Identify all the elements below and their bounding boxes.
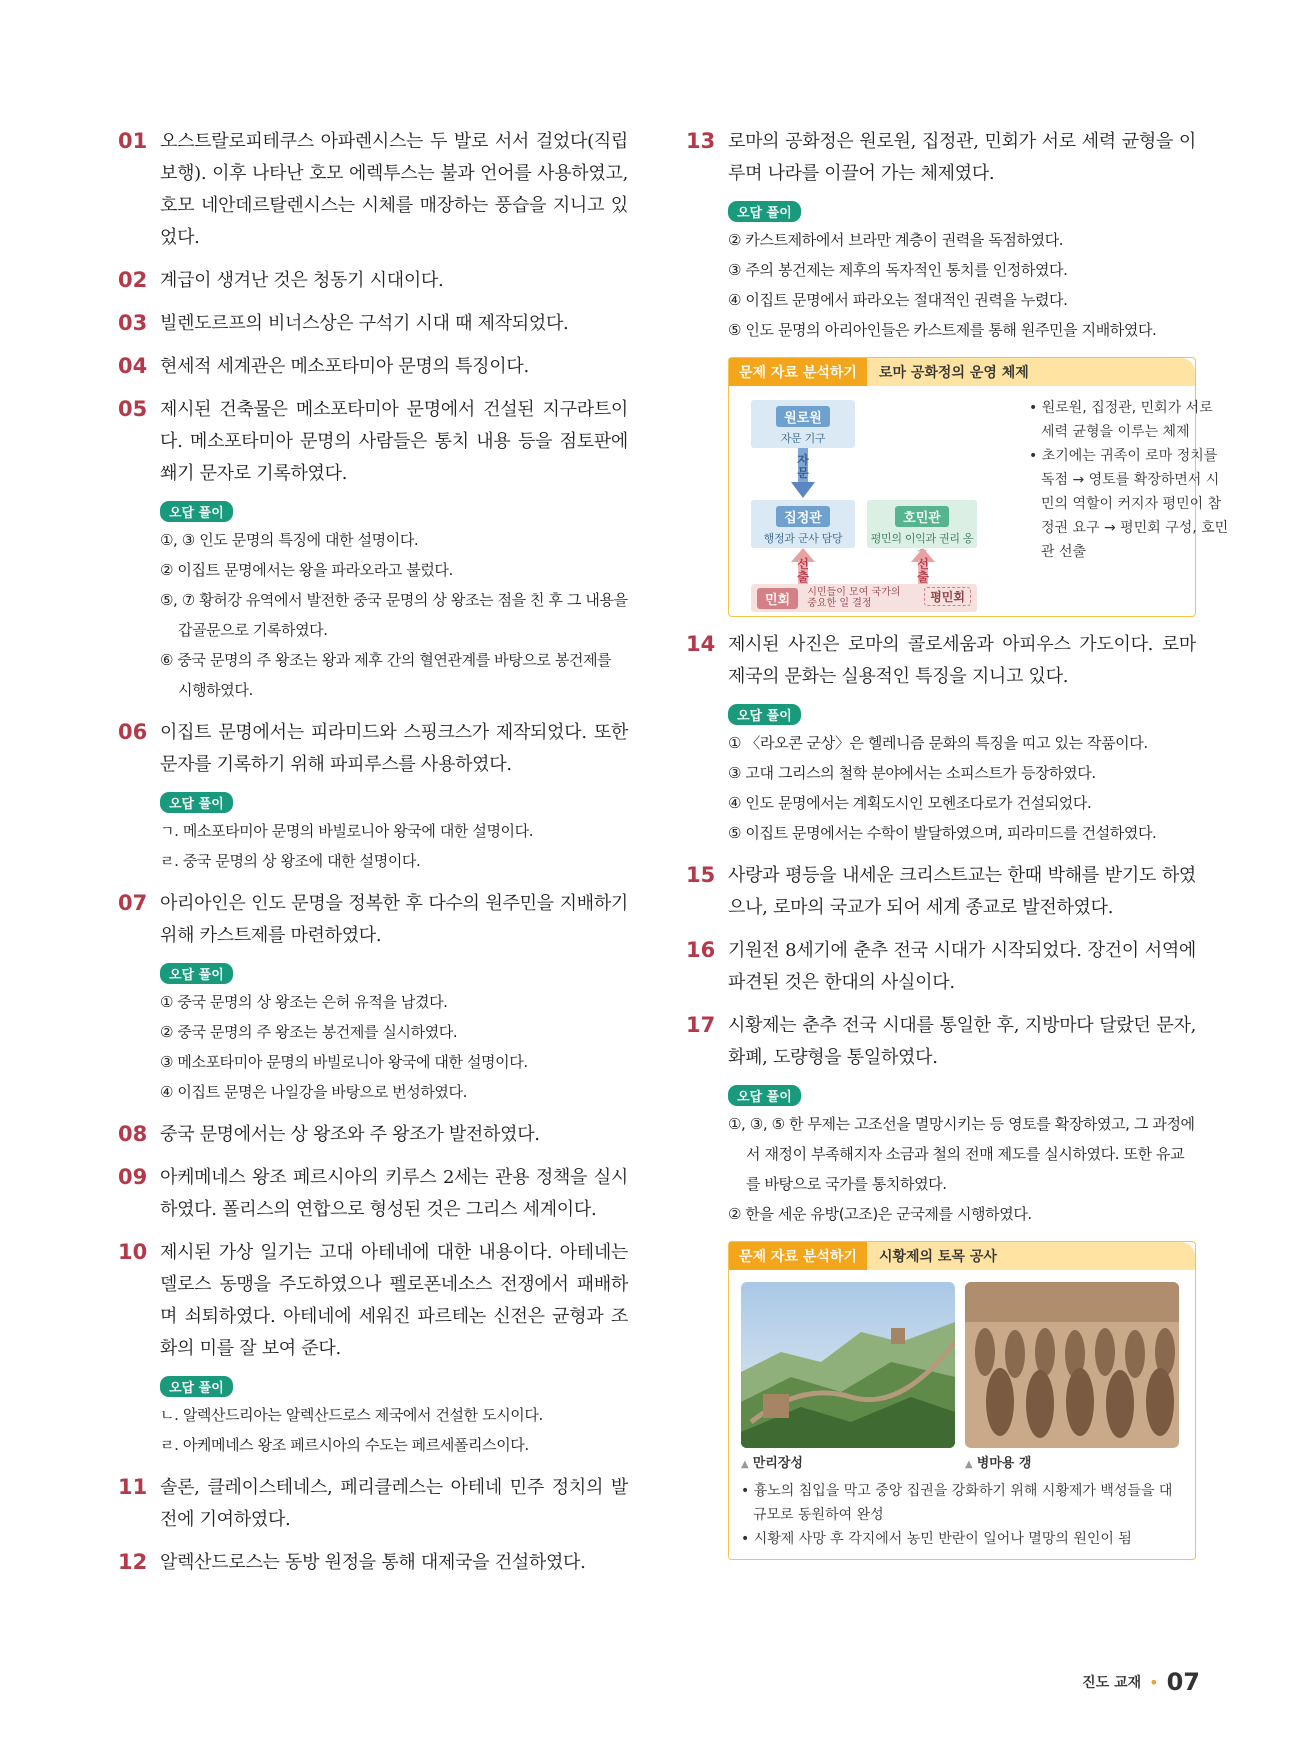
answer-10 [118, 1237, 628, 1365]
consul-label: 집정관 [776, 506, 830, 527]
wrong-badge: 오답 풀이 [728, 1085, 801, 1106]
wrong-answers-07 [118, 963, 628, 1107]
answer-number: 04 [118, 354, 148, 378]
qin-note: • 시황제 사망 후 각지에서 농민 반란이 일어나 멸망의 원인이 됨 [741, 1531, 1132, 1547]
wrong-item: ③ 고대 그리스의 철학 분야에서는 소피스트가 등장하였다. [728, 764, 1096, 782]
terracotta-army-photo [965, 1282, 1179, 1448]
page-footer [1082, 1668, 1200, 1696]
senate-sub: 자문 기구 [780, 432, 826, 445]
wrong-item: ⑥ 중국 문명의 주 왕조는 왕과 제후 간의 혈연관계를 바탕으로 봉건제를 시행하였다. [160, 651, 612, 699]
answer-number: 12 [118, 1550, 148, 1574]
dot-icon: • [1149, 1672, 1159, 1692]
answer-text: 빌렌도르프의 비너스상은 구석기 시대 때 제작되었다. [160, 313, 569, 334]
rome-analysis-box [728, 357, 1229, 617]
answer-03 [118, 308, 628, 340]
answer-number: 17 [686, 1013, 716, 1037]
senate-label: 원로원 [776, 406, 830, 427]
wrong-badge: 오답 풀이 [160, 1376, 233, 1397]
analysis-header [729, 1242, 1195, 1270]
answer-number: 16 [686, 938, 716, 962]
great-wall-photo [741, 1282, 955, 1448]
answer-12 [118, 1547, 628, 1579]
plebs-label: 평민회 [924, 587, 971, 606]
wrong-answers-13 [686, 201, 1196, 345]
wrong-badge: 오답 풀이 [160, 963, 233, 984]
wrong-item: ① 중국 문명의 상 왕조는 은허 유적을 남겼다. [160, 993, 448, 1011]
answer-number: 11 [118, 1475, 148, 1499]
wrong-badge: 오답 풀이 [728, 704, 801, 725]
answer-number: 02 [118, 268, 148, 292]
answer-number: 01 [118, 129, 148, 153]
answer-17 [686, 1010, 1196, 1074]
answer-09 [118, 1162, 628, 1226]
answer-13 [686, 126, 1196, 190]
answer-06 [118, 717, 628, 781]
answer-02 [118, 265, 628, 297]
rome-diagram [729, 386, 1229, 616]
answer-number: 07 [118, 891, 148, 915]
analysis-tag: 문제 자료 분석하기 [729, 358, 867, 386]
wrong-item: ① 〈라오콘 군상〉은 헬레니즘 문화의 특징을 띠고 있는 작품이다. [728, 734, 1148, 752]
rome-notes [1029, 396, 1229, 564]
wrong-item: ㄹ. 아케메네스 왕조 페르시아의 수도는 페르세폴리스이다. [160, 1436, 529, 1454]
answer-15 [686, 860, 1196, 924]
wrong-item: ③ 주의 봉건제는 제후의 독자적인 통치를 인정하였다. [728, 261, 1068, 279]
answer-number: 13 [686, 129, 716, 153]
elect-label: 선출 [797, 557, 809, 584]
qin-note: • 흉노의 침입을 막고 중앙 집권을 강화하기 위해 시황제가 백성들을 대규모로 동원하여 완성 [741, 1483, 1173, 1523]
wrong-item: ㄱ. 메소포타미아 문명의 바빌로니아 왕국에 대한 설명이다. [160, 822, 534, 840]
answer-number: 10 [118, 1240, 148, 1264]
senate-box [751, 400, 855, 448]
consul-box [751, 500, 855, 548]
wrong-item: ② 한을 세운 유방(고조)은 군국제를 시행하였다. [728, 1205, 1032, 1223]
rome-note: • 초기에는 귀족이 로마 정치를 독점 → 영토를 확장하면서 시민의 역할이 커지자 평민이 참정권 요구 → 평민회 구성, 호민관 선출 [1029, 448, 1229, 560]
answer-number: 08 [118, 1122, 148, 1146]
photo-row [729, 1270, 1195, 1448]
qin-notes [729, 1471, 1195, 1559]
answer-14 [686, 629, 1196, 693]
left-column [118, 126, 628, 1590]
wrong-item: ② 이집트 문명에서는 왕을 파라오라고 불렀다. [160, 561, 453, 579]
wrong-item: ② 중국 문명의 주 왕조는 봉건제를 실시하였다. [160, 1023, 458, 1041]
answer-number: 09 [118, 1165, 148, 1189]
answer-text: 아케메네스 왕조 페르시아의 키루스 2세는 관용 정책을 실시하였다. 폴리스의 연합으로 형성된 것은 그리스 세계이다. [160, 1167, 628, 1220]
answer-05 [118, 394, 628, 490]
photo-captions [729, 1448, 1195, 1471]
answer-text: 제시된 건축물은 메소포타미아 문명에서 건설된 지구라트이다. 메소포타미아 문명의 사람들은 통치 내용 등을 점토판에 쐐기 문자로 기록하였다. [160, 399, 628, 484]
answer-text: 로마의 공화정은 원로원, 집정관, 민회가 서로 세력 균형을 이루며 나라를 이끌어 가는 체제였다. [728, 131, 1196, 184]
caption-great-wall: ▲ 만리장성 [741, 1456, 803, 1471]
analysis-tag: 문제 자료 분석하기 [729, 1242, 867, 1270]
answer-text: 시황제는 춘추 전국 시대를 통일한 후, 지방마다 달랐던 문자, 화폐, 도량형을 통일하였다. [728, 1015, 1196, 1068]
wrong-item: ④ 이집트 문명은 나일강을 바탕으로 번성하였다. [160, 1083, 467, 1101]
answer-text: 아리아인은 인도 문명을 정복한 후 다수의 원주민을 지배하기 위해 카스트제를 마련하였다. [160, 893, 628, 946]
page-number: 07 [1166, 1668, 1200, 1696]
triangle-icon: ▲ [741, 1459, 749, 1470]
answer-11 [118, 1472, 628, 1536]
answer-text: 중국 문명에서는 상 왕조와 주 왕조가 발전하였다. [160, 1124, 540, 1145]
wrong-answers-06 [118, 792, 628, 876]
triangle-icon: ▲ [965, 1459, 973, 1470]
answer-text: 이집트 문명에서는 피라미드와 스핑크스가 제작되었다. 또한 문자를 기록하기 위해 파피루스를 사용하였다. [160, 722, 628, 775]
answer-text: 알렉산드로스는 동방 원정을 통해 대제국을 건설하였다. [160, 1552, 586, 1573]
wrong-item: ①, ③, ⑤ 한 무제는 고조선을 멸망시키는 등 영토를 확장하였고, 그 과정에서 재정이 부족해지자 소금과 철의 전매 제도를 실시하였다. 또한 유교를 바탕으로 국가를 통치하였다. [728, 1115, 1195, 1193]
answer-text: 제시된 사진은 로마의 콜로세움과 아피우스 가도이다. 로마 제국의 문화는 실용적인 특징을 지니고 있다. [728, 634, 1196, 687]
answer-text: 기원전 8세기에 춘추 전국 시대가 시작되었다. 장건이 서역에 파견된 것은 한대의 사실이다. [728, 940, 1196, 993]
tribune-box [867, 500, 977, 548]
answer-number: 03 [118, 311, 148, 335]
wrong-answers-14 [686, 704, 1196, 848]
right-column [686, 126, 1229, 1572]
tribune-sub: 평민의 이익과 권리 옹 [870, 532, 974, 545]
advice-label: 자문 [797, 453, 809, 480]
answer-text: 제시된 가상 일기는 고대 아테네에 대한 내용이다. 아테네는 델로스 동맹을 주도하였으나 펠로폰네소스 전쟁에서 패배하며 쇠퇴하였다. 아테네에 세워진 파르테논 신전은 균형과 조화의 미를 잘 보여 준다. [160, 1242, 628, 1359]
answer-number: 06 [118, 720, 148, 744]
answer-16 [686, 935, 1196, 999]
wrong-answers-17 [686, 1085, 1196, 1229]
assembly-sub: 시민들이 모여 국가의 중요한 일 결정 [807, 587, 901, 609]
qin-analysis-box [728, 1241, 1196, 1560]
analysis-title: 시황제의 토목 공사 [867, 1242, 1195, 1270]
answer-01 [118, 126, 628, 254]
wrong-item: ⑤, ⑦ 황허강 유역에서 발전한 중국 문명의 상 왕조는 점을 친 후 그 내용을 갑골문으로 기록하였다. [160, 591, 628, 639]
wrong-item: ② 카스트제하에서 브라만 계층이 권력을 독점하였다. [728, 231, 1064, 249]
analysis-header [729, 358, 1195, 386]
wrong-item: ③ 메소포타미아 문명의 바빌로니아 왕국에 대한 설명이다. [160, 1053, 528, 1071]
wrong-badge: 오답 풀이 [160, 792, 233, 813]
wrong-item: ⑤ 이집트 문명에서는 수학이 발달하였으며, 피라미드를 건설하였다. [728, 824, 1157, 842]
wrong-item: ㄹ. 중국 문명의 상 왕조에 대한 설명이다. [160, 852, 421, 870]
rome-note: • 원로원, 집정관, 민회가 서로 세력 균형을 이루는 체제 [1029, 400, 1213, 440]
wrong-item: ⑤ 인도 문명의 아리아인들은 카스트제를 통해 원주민을 지배하였다. [728, 321, 1157, 339]
answer-08 [118, 1119, 628, 1151]
wrong-item: ④ 이집트 문명에서 파라오는 절대적인 권력을 누렸다. [728, 291, 1068, 309]
consul-sub: 행정과 군사 담당 [763, 532, 843, 545]
answer-text: 오스트랄로피테쿠스 아파렌시스는 두 발로 서서 걸었다(직립 보행). 이후 나타난 호모 에렉투스는 불과 언어를 사용하였고, 호모 네안데르탈렌시스는 시체를 매장하는 풍습을 지니고 있었다. [160, 131, 628, 248]
answer-text: 현세적 세계관은 메소포타미아 문명의 특징이다. [160, 356, 529, 377]
wrong-badge: 오답 풀이 [160, 501, 233, 522]
answer-text: 계급이 생겨난 것은 청동기 시대이다. [160, 270, 444, 291]
wrong-item: ㄴ. 알렉산드리아는 알렉산드로스 제국에서 건설한 도시이다. [160, 1406, 543, 1424]
footer-text: 진도 교재 [1082, 1675, 1142, 1691]
wrong-item: ①, ③ 인도 문명의 특징에 대한 설명이다. [160, 531, 419, 549]
assembly-box [751, 584, 977, 612]
caption-terracotta: ▲ 병마용 갱 [965, 1456, 1032, 1471]
answer-number: 14 [686, 632, 716, 656]
answer-number: 05 [118, 397, 148, 421]
tribune-label: 호민관 [895, 506, 949, 527]
answer-07 [118, 888, 628, 952]
assembly-label: 민회 [757, 588, 798, 609]
wrong-item: ④ 인도 문명에서는 계획도시인 모헨조다로가 건설되었다. [728, 794, 1092, 812]
analysis-title: 로마 공화정의 운영 체제 [867, 358, 1195, 386]
wrong-answers-05 [118, 501, 628, 705]
elect-label: 선출 [917, 557, 929, 584]
wrong-answers-10 [118, 1376, 628, 1460]
answer-text: 사랑과 평등을 내세운 크리스트교는 한때 박해를 받기도 하였으나, 로마의 국교가 되어 세계 종교로 발전하였다. [728, 865, 1196, 918]
wrong-badge: 오답 풀이 [728, 201, 801, 222]
answer-number: 15 [686, 863, 716, 887]
answer-04 [118, 351, 628, 383]
answer-text: 솔론, 클레이스테네스, 페리클레스는 아테네 민주 정치의 발전에 기여하였다. [160, 1477, 628, 1530]
